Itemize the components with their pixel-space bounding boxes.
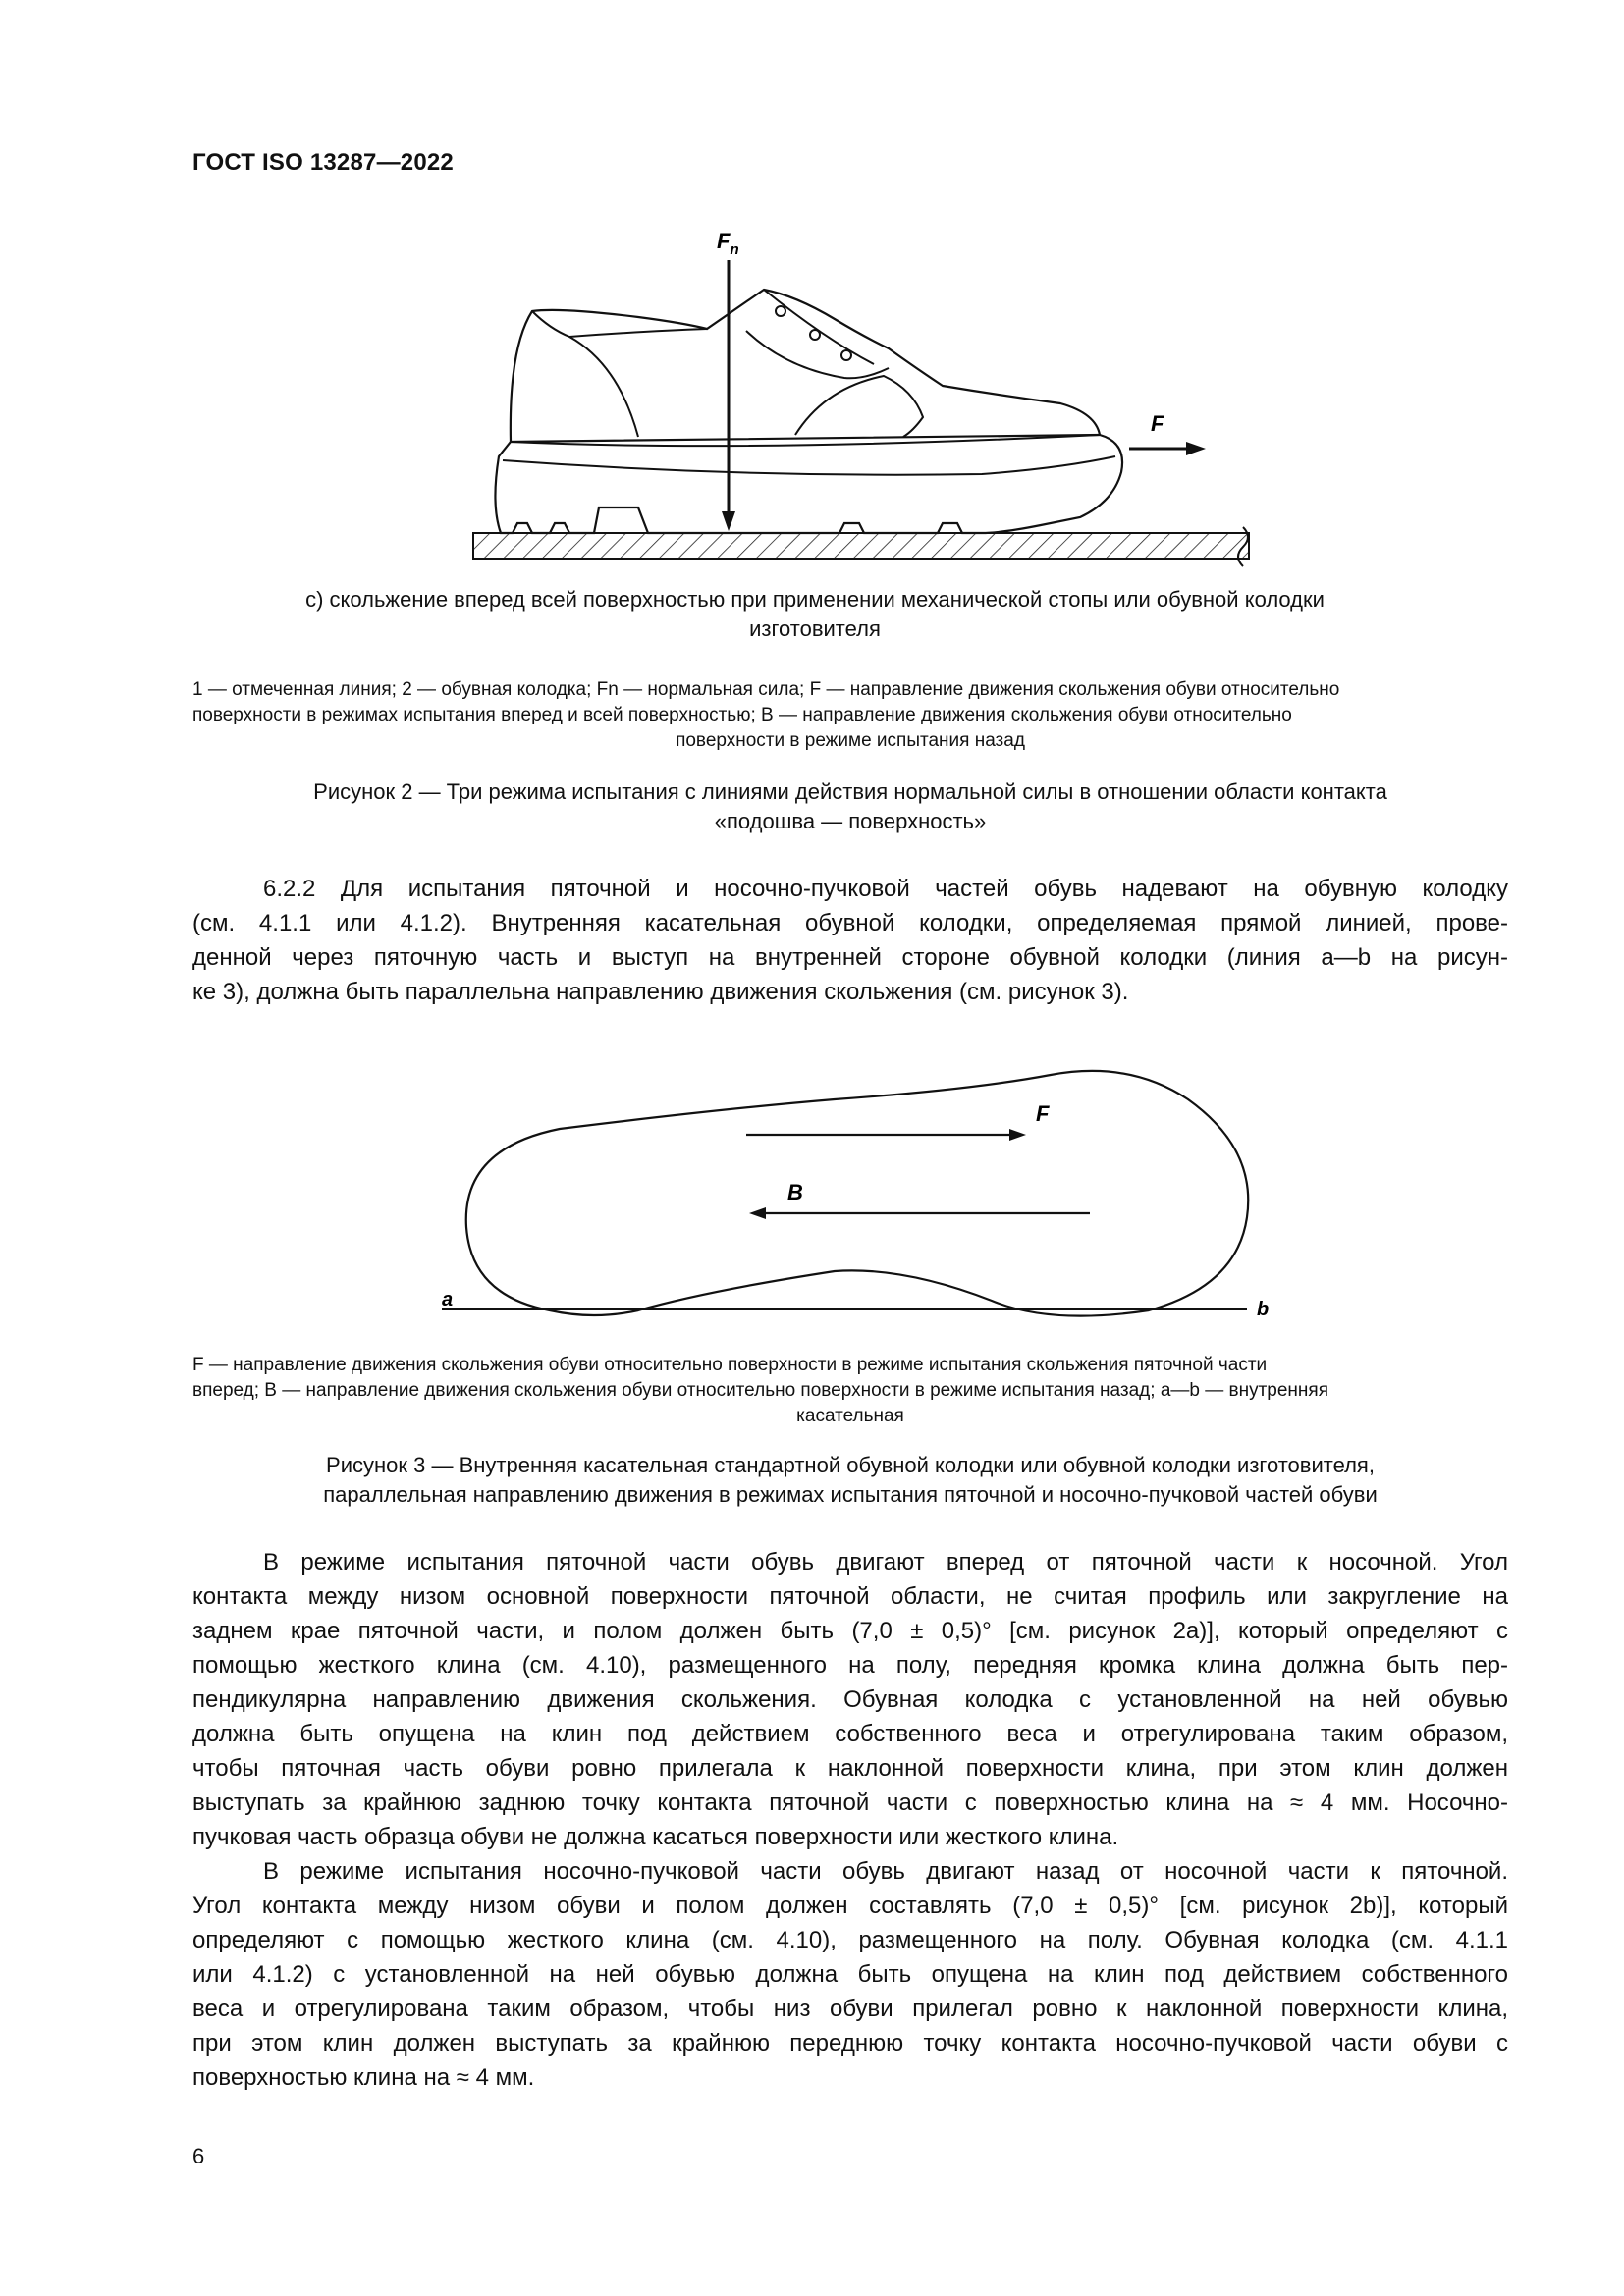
figure-2c-caption: с) скольжение вперед всей поверхностью при применении механической стопы или обувной колодки изготовителя: [305, 587, 1325, 641]
figure-3-last-outline: [422, 1031, 1286, 1325]
shoe-upper: [511, 290, 1100, 442]
shoe-toecap: [795, 376, 923, 437]
label-f-fig3: F: [1036, 1101, 1050, 1126]
label-fn: $F_n$: [717, 229, 739, 258]
label-point-b: b: [1257, 1299, 1270, 1320]
label-point-a: a: [442, 1289, 454, 1310]
shoe-quarter-seam: [569, 337, 638, 437]
slide-direction-arrowhead: [1186, 442, 1206, 455]
eyelet-1: [776, 306, 785, 316]
floor-surface: [473, 533, 1249, 559]
shoe-outsole: [495, 435, 1122, 533]
paragraph-toe-test: В режиме испытания носочно-пучковой части обувь двигают назад от носочной части к пяточной. Угол контакта между низом обуви и полом должен составлять (7,0 ± 0,5)° [см. рисунок 2b)], который определяют с помощью жесткого клина (см. 4.10), размещенного на полу. Обувная колодка (см. 4.1.1 или 4.1.2) с установленной на ней обувью должна быть опущена на клин под действием собственного веса и отрегулирована таким образом, чтобы низ обуви прилегал ровно к наклонной поверхности клина, при этом клин должен выступать за крайнюю переднюю точку контакта носочно-пучковой части обуви с поверхностью клина на ≈ 4 мм.: [192, 1858, 1508, 2091]
figure-2-title: Рисунок 2 — Три режима испытания с линиями действия нормальной силы в отношении области контакта «подошва — поверхность»: [313, 779, 1387, 833]
figure-3-title: Рисунок 3 — Внутренняя касательная стандартной обувной колодки или обувной колодки изготовителя, параллельная направлению движения в режимах испытания пяточной и носочно-пучковой частей обуви: [323, 1453, 1378, 1507]
f-direction-arrowhead: [1009, 1129, 1026, 1141]
label-f: F: [1151, 411, 1164, 436]
page-number: 6: [192, 2144, 205, 2168]
b-direction-arrowhead: [749, 1207, 766, 1219]
document-header: ГОСТ ISO 13287—2022: [192, 149, 454, 176]
eyelet-3: [841, 350, 851, 360]
label-b-fig3: B: [787, 1180, 803, 1204]
figure-2-legend: 1 — отмеченная линия; 2 — обувная колодка; Fn — нормальная сила; F — направление движения скольжения обуви относительно поверхности в режимах испытания вперед и всей поверхностью; B — направление движения скольжения обуви относительно поверхности в режиме испытания назад: [192, 679, 1340, 751]
eyelet-2: [810, 330, 820, 340]
paragraph-heel-test: В режиме испытания пяточной части обувь двигают вперед от пяточной части к носочной. Угол контакта между низом основной поверхности пяточной области, не считая профиль или закругление на заднем крае пяточной части, и полом должен быть (7,0 ± 0,5)° [см. рисунок 2а)], который определяют с помощью жесткого клина (см. 4.10), размещенного на полу, передняя кромка клина должна быть пер- пендикулярна направлению движения скольжения. Обувная колодка с установленной на ней обувью должна быть опущена на клин под действием собственного веса и отрегулирована таким образом, чтобы пяточная часть обуви ровно прилегала к наклонной поверхности клина, при этом клин должен выступать за крайнюю заднюю точку контакта пяточной части с поверхностью клина на ≈ 4 мм. Носочно- пучковая часть образца обуви не должна касаться поверхности или жесткого клина.: [192, 1549, 1508, 1850]
figure-3-legend: F — направление движения скольжения обуви относительно поверхности в режиме испытания скольжения пяточной части вперед; B — направление движения скольжения обуви относительно поверхности в режиме испытания назад; a—b — внутренняя касательная: [192, 1355, 1328, 1426]
shoe-facing: [764, 290, 874, 364]
last-contour: [466, 1071, 1248, 1316]
figure-2c-shoe-diagram: [452, 221, 1257, 574]
paragraph-6-2-2: 6.2.2 Для испытания пяточной и носочно-пучковой частей обувь надевают на обувную колодку (см. 4.1.1 или 4.1.2). Внутренняя касательная обувной колодки, определяемая прямой линией, прове- денной через пяточную часть и выступ на внутренней стороне обувной колодки (линия a—b на рисун- ке 3), должна быть параллельна направлению движения скольжения (см. рисунок 3).: [192, 876, 1508, 1005]
